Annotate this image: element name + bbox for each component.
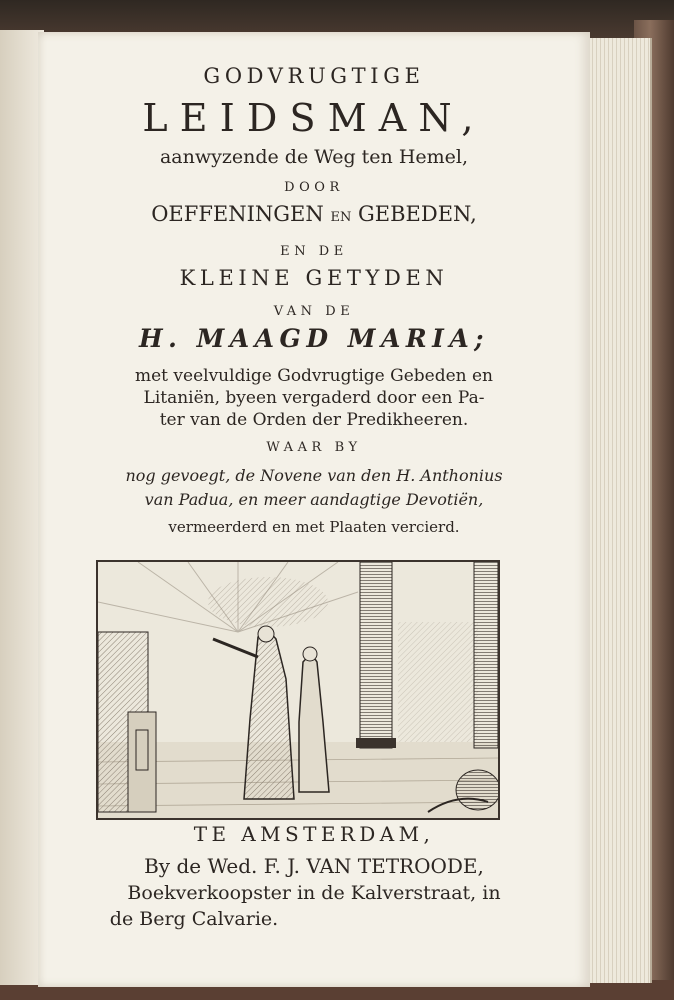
imprint-address: Boekverkoopster in de Kalverstraat, in xyxy=(127,882,501,904)
imprint-location: de Berg Calvarie. xyxy=(109,908,279,930)
gebeden-word: GEBEDEN, xyxy=(358,202,477,226)
title-line-1: GODVRUGTIGE xyxy=(203,64,425,88)
en-word: EN xyxy=(330,210,352,225)
kleine-getyden-line: KLEINE GETYDEN xyxy=(179,266,449,290)
novene-line-1: nog gevoegt, de Novene van den H. Anthonius xyxy=(125,466,503,485)
engraving-illustration xyxy=(96,560,500,820)
imprint-publisher: By de Wed. F. J. VAN TETROODE, xyxy=(144,854,484,878)
imprint-city: TE AMSTERDAM, xyxy=(193,822,435,846)
engraving-drawing xyxy=(98,562,498,818)
description-line-3: ter van de Orden der Predikheeren. xyxy=(159,410,469,430)
oeffeningen-word: OEFFENINGEN xyxy=(151,202,324,226)
en-de-line: EN DE xyxy=(280,244,348,259)
page-edges xyxy=(585,38,652,983)
vermeerderd-line: vermeerderd en met Plaaten vercierd. xyxy=(168,518,460,536)
waar-by-line: WAAR BY xyxy=(266,440,362,455)
oeffeningen-line xyxy=(38,202,590,226)
novene-line-2: van Padua, en meer aandagtige Devotiën, xyxy=(144,490,484,509)
maagd-maria-line: H. MAAGD MARIA; xyxy=(139,324,489,353)
description-line-1: met veelvuldige Godvrugtige Gebeden en xyxy=(135,366,493,386)
van-de-line: VAN DE xyxy=(273,304,355,319)
title-page xyxy=(38,32,590,987)
title-line-2: LEIDSMAN, xyxy=(142,96,486,140)
subtitle-line: aanwyzende de Weg ten Hemel, xyxy=(159,146,469,168)
door-line: DOOR xyxy=(284,180,344,195)
description-line-2: Litaniën, byeen vergaderd door een Pa- xyxy=(143,388,485,408)
